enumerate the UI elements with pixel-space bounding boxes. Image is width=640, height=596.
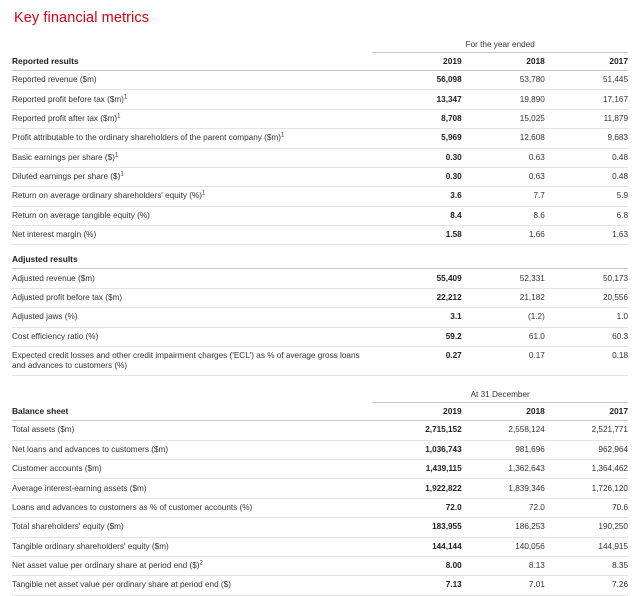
row-label-text: Reported revenue ($m)	[12, 75, 97, 85]
table-row	[12, 421, 628, 440]
span-header-label: At 31 December	[372, 390, 628, 403]
footnote-marker: 1	[201, 190, 206, 197]
row-value-2018: 12,608	[462, 129, 545, 148]
row-label-text: Loans and advances to customers as % of customer accounts (%)	[12, 502, 253, 512]
row-value-2019: 0.30	[372, 148, 461, 167]
row-value-2018: 7.7	[462, 187, 545, 206]
row-value-2018: 2,558,124	[462, 421, 545, 440]
row-value-2017: 1,364,462	[545, 460, 628, 479]
row-value-2019: 0.27	[372, 346, 461, 375]
row-label-text: Average interest-earning assets ($m)	[12, 483, 147, 493]
section-header-balance-sheet	[12, 403, 628, 421]
table-row	[12, 187, 628, 206]
footnote-marker: 1	[117, 113, 121, 120]
row-value-2019: 3.1	[372, 308, 461, 327]
row-value-2019: 1,439,115	[372, 460, 461, 479]
table-row	[12, 148, 628, 167]
section-title: Balance sheet	[12, 403, 372, 421]
footnote-marker: 1	[120, 171, 124, 178]
row-value-2018: 140,056	[462, 537, 545, 556]
row-label-text: Return on average tangible equity (%)	[12, 210, 150, 220]
row-label	[12, 129, 372, 148]
row-label	[12, 479, 372, 498]
table-row	[12, 460, 628, 479]
row-label	[12, 71, 372, 90]
row-label	[12, 187, 372, 206]
row-label	[12, 269, 372, 288]
row-value-2017: 2,521,771	[545, 421, 628, 440]
row-value-2019: 56,098	[372, 71, 461, 90]
row-value-2019: 2,715,152	[372, 421, 461, 440]
row-label	[12, 518, 372, 537]
row-value-2017: 60.3	[545, 327, 628, 346]
footnote-marker: 2	[199, 560, 203, 567]
row-value-2017: 50,173	[545, 269, 628, 288]
row-value-2017: 20,556	[545, 288, 628, 307]
table-row	[12, 440, 628, 459]
row-label-text: Total assets ($m)	[12, 425, 75, 435]
row-label-text: Profit attributable to the ordinary shareholders of the parent company ($m)	[12, 133, 281, 143]
row-label-text: Net interest margin (%)	[12, 230, 97, 240]
row-value-2017: 1.0	[545, 308, 628, 327]
column-year-2017: 2017	[545, 53, 628, 71]
row-value-2017: 1,726,120	[545, 479, 628, 498]
row-label-text: Customer accounts ($m)	[12, 464, 102, 474]
row-label-text: Return on average ordinary shareholders' equity (%)	[12, 191, 202, 201]
row-value-2017: 9,683	[545, 129, 628, 148]
section-title: Reported results	[12, 53, 372, 71]
row-label-text: Diluted earnings per share ($)	[12, 172, 121, 182]
row-value-2018: 8.13	[462, 556, 545, 575]
row-label	[12, 206, 372, 225]
row-value-2018: 72.0	[462, 498, 545, 517]
row-value-2018: 7.01	[462, 576, 545, 595]
section-header-reported	[12, 53, 628, 71]
table-row	[12, 288, 628, 307]
section-title: Adjusted results	[12, 245, 628, 269]
row-value-2017: 70.6	[545, 498, 628, 517]
row-value-2018: 186,253	[462, 518, 545, 537]
row-label	[12, 460, 372, 479]
row-value-2018: 52,331	[462, 269, 545, 288]
row-label	[12, 498, 372, 517]
span-header-spacer	[12, 40, 372, 53]
row-value-2018: 8.6	[462, 206, 545, 225]
row-label	[12, 288, 372, 307]
row-label-text: Reported profit after tax ($m)	[12, 113, 118, 123]
row-value-2017: 0.48	[545, 148, 628, 167]
row-label	[12, 421, 372, 440]
table-row	[12, 226, 628, 245]
column-year-2018: 2018	[462, 403, 545, 421]
row-value-2018: 981,696	[462, 440, 545, 459]
footnote-marker: 1	[114, 151, 119, 158]
row-label	[12, 109, 372, 128]
table-row	[12, 327, 628, 346]
row-value-2018: 21,182	[462, 288, 545, 307]
span-header-spacer	[12, 390, 372, 403]
row-value-2019: 8.4	[372, 206, 461, 225]
row-label-text: Tangible ordinary shareholders' equity ($m)	[12, 541, 169, 551]
table-row	[12, 556, 628, 575]
table-row	[12, 206, 628, 225]
row-label-text: Total shareholders' equity ($m)	[12, 522, 124, 532]
span-header-label: For the year ended	[372, 40, 628, 53]
footnote-marker: 1	[123, 93, 128, 100]
row-value-2017: 51,445	[545, 71, 628, 90]
row-label-text: Adjusted profit before tax ($m)	[12, 292, 123, 302]
row-value-2019: 22,212	[372, 288, 461, 307]
row-value-2018: 15,025	[462, 109, 545, 128]
row-label-text: Adjusted revenue ($m)	[12, 273, 95, 283]
row-label	[12, 346, 372, 375]
table-row	[12, 71, 628, 90]
row-label	[12, 556, 372, 575]
row-value-2018: 0.17	[462, 346, 545, 375]
row-value-2018: 1.66	[462, 226, 545, 245]
footnote-marker: 1	[280, 132, 285, 139]
column-year-2019: 2019	[372, 403, 461, 421]
row-value-2018: 53,780	[462, 71, 545, 90]
row-value-2018: (1.2)	[462, 308, 545, 327]
page-title: Key financial metrics	[14, 10, 150, 26]
column-year-2017: 2017	[545, 403, 628, 421]
span-header-row	[12, 40, 628, 53]
table-row	[12, 90, 628, 109]
table-row	[12, 518, 628, 537]
row-value-2017: 6.8	[545, 206, 628, 225]
row-label	[12, 148, 372, 167]
table-row	[12, 498, 628, 517]
row-label-text: Net asset value per ordinary share at period end ($)	[12, 561, 200, 571]
row-value-2019: 8.00	[372, 556, 461, 575]
row-label-text: Adjusted jaws (%)	[12, 312, 78, 322]
row-value-2019: 1.58	[372, 226, 461, 245]
row-value-2018: 19,890	[462, 90, 545, 109]
row-value-2019: 55,409	[372, 269, 461, 288]
row-value-2017: 0.18	[545, 346, 628, 375]
row-value-2017: 7.26	[545, 576, 628, 595]
row-value-2019: 8,708	[372, 109, 461, 128]
row-value-2018: 0.63	[462, 148, 545, 167]
table-row	[12, 129, 628, 148]
row-label	[12, 537, 372, 556]
row-value-2017: 1.63	[545, 226, 628, 245]
row-value-2017: 5.9	[545, 187, 628, 206]
row-value-2018: 61.0	[462, 327, 545, 346]
row-label	[12, 308, 372, 327]
row-value-2017: 17,167	[545, 90, 628, 109]
row-value-2019: 144,144	[372, 537, 461, 556]
table-row	[12, 576, 628, 595]
table-row	[12, 109, 628, 128]
row-label-text: Net loans and advances to customers ($m)	[12, 444, 169, 454]
row-label-text: Cost efficiency ratio (%)	[12, 331, 99, 341]
row-label	[12, 327, 372, 346]
table-row	[12, 479, 628, 498]
row-value-2018: 0.63	[462, 167, 545, 186]
row-value-2017: 962,964	[545, 440, 628, 459]
table-row	[12, 537, 628, 556]
row-label	[12, 576, 372, 595]
row-label	[12, 440, 372, 459]
span-header-row	[12, 390, 628, 403]
column-year-2018: 2018	[462, 53, 545, 71]
reported-results-table	[12, 40, 628, 376]
row-label	[12, 226, 372, 245]
column-year-2019: 2019	[372, 53, 461, 71]
row-value-2019: 3.6	[372, 187, 461, 206]
row-label	[12, 90, 372, 109]
row-value-2017: 0.48	[545, 167, 628, 186]
row-value-2019: 72.0	[372, 498, 461, 517]
row-label	[12, 167, 372, 186]
row-label-text: Reported profit before tax ($m)	[12, 94, 124, 104]
row-value-2017: 144,915	[545, 537, 628, 556]
row-value-2018: 1,362,643	[462, 460, 545, 479]
table-row	[12, 346, 628, 375]
row-label-text: Basic earnings per share ($)	[12, 152, 115, 162]
row-value-2017: 8.35	[545, 556, 628, 575]
row-label-text: Tangible net asset value per ordinary share at period end ($)	[12, 580, 231, 590]
row-value-2018: 1,839,346	[462, 479, 545, 498]
row-label-text: Expected credit losses and other credit impairment charges ('ECL') as % of average gross loans and advances to customers (%)	[12, 351, 360, 371]
row-value-2019: 5,969	[372, 129, 461, 148]
row-value-2019: 0.30	[372, 167, 461, 186]
row-value-2019: 13,347	[372, 90, 461, 109]
row-value-2019: 183,955	[372, 518, 461, 537]
row-value-2019: 59.2	[372, 327, 461, 346]
row-value-2019: 1,036,743	[372, 440, 461, 459]
row-value-2017: 190,250	[545, 518, 628, 537]
table-row	[12, 269, 628, 288]
balance-sheet-table	[12, 390, 628, 595]
section-header-adjusted	[12, 245, 628, 269]
row-value-2019: 7.13	[372, 576, 461, 595]
row-value-2019: 1,922,822	[372, 479, 461, 498]
table-row	[12, 167, 628, 186]
table-row	[12, 308, 628, 327]
row-value-2017: 11,879	[545, 109, 628, 128]
